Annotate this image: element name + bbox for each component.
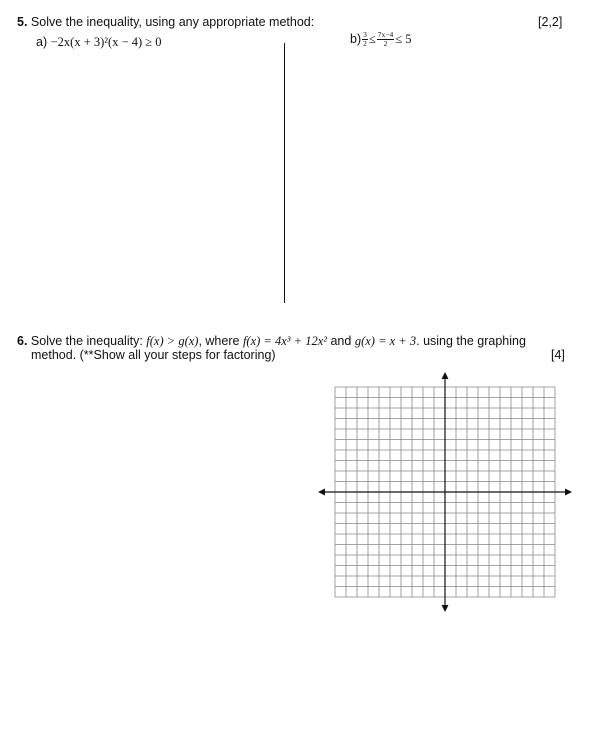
q6-where: , where (198, 334, 240, 348)
work-area-divider (284, 43, 285, 303)
y-axis-bottom-arrow (442, 605, 449, 612)
coordinate-grid[interactable] (318, 372, 572, 612)
q6-inequality: f(x) > g(x) (146, 334, 199, 348)
q5-heading (17, 15, 314, 29)
q5-part-a-label: a) (36, 35, 48, 49)
q5-prompt: Solve the inequality, using any appropriate method: (30, 15, 315, 29)
q6-marks: [4] (551, 348, 565, 362)
y-axis-top-arrow (442, 372, 449, 379)
q5-part-b-lte-1: ≤ (368, 31, 376, 46)
q6-f-definition: f(x) = 4x³ + 12x² (242, 334, 327, 348)
q5-part-b-mid-numerator: 7x−4 (377, 30, 394, 39)
q5-part-b-left-denominator: 2 (363, 39, 367, 48)
q6-line-1 (17, 334, 526, 349)
q6-prompt-a: Solve the inequality: (30, 334, 143, 348)
q5-part-b-lte-2: ≤ 5 (395, 31, 412, 46)
q6-g-definition: g(x) = x + 3 (354, 334, 417, 348)
q5-part-b-mid-fraction (377, 31, 394, 48)
q6-number: 6. (17, 334, 28, 348)
q5-part-b-label: b) (350, 31, 362, 46)
x-axis-right-arrow (565, 489, 572, 496)
q6-and: and (330, 334, 352, 348)
q6-line-2: method. (**Show all your steps for factoring) (31, 348, 276, 362)
x-axis-left-arrow (318, 489, 325, 496)
q5-marks: [2,2] (538, 15, 563, 29)
q5-part-b-left-numerator: 3 (363, 30, 367, 39)
q5-part-b (350, 31, 411, 48)
q5-number: 5. (17, 15, 28, 29)
q5-part-a-expression: −2x(x + 3)²(x − 4) ≥ 0 (50, 35, 162, 49)
q6-prompt-b: . using the graphing (416, 334, 526, 348)
q5-part-b-mid-denominator: 2 (383, 39, 388, 48)
q5-part-b-left-fraction (362, 31, 368, 48)
q5-part-a (36, 35, 162, 50)
